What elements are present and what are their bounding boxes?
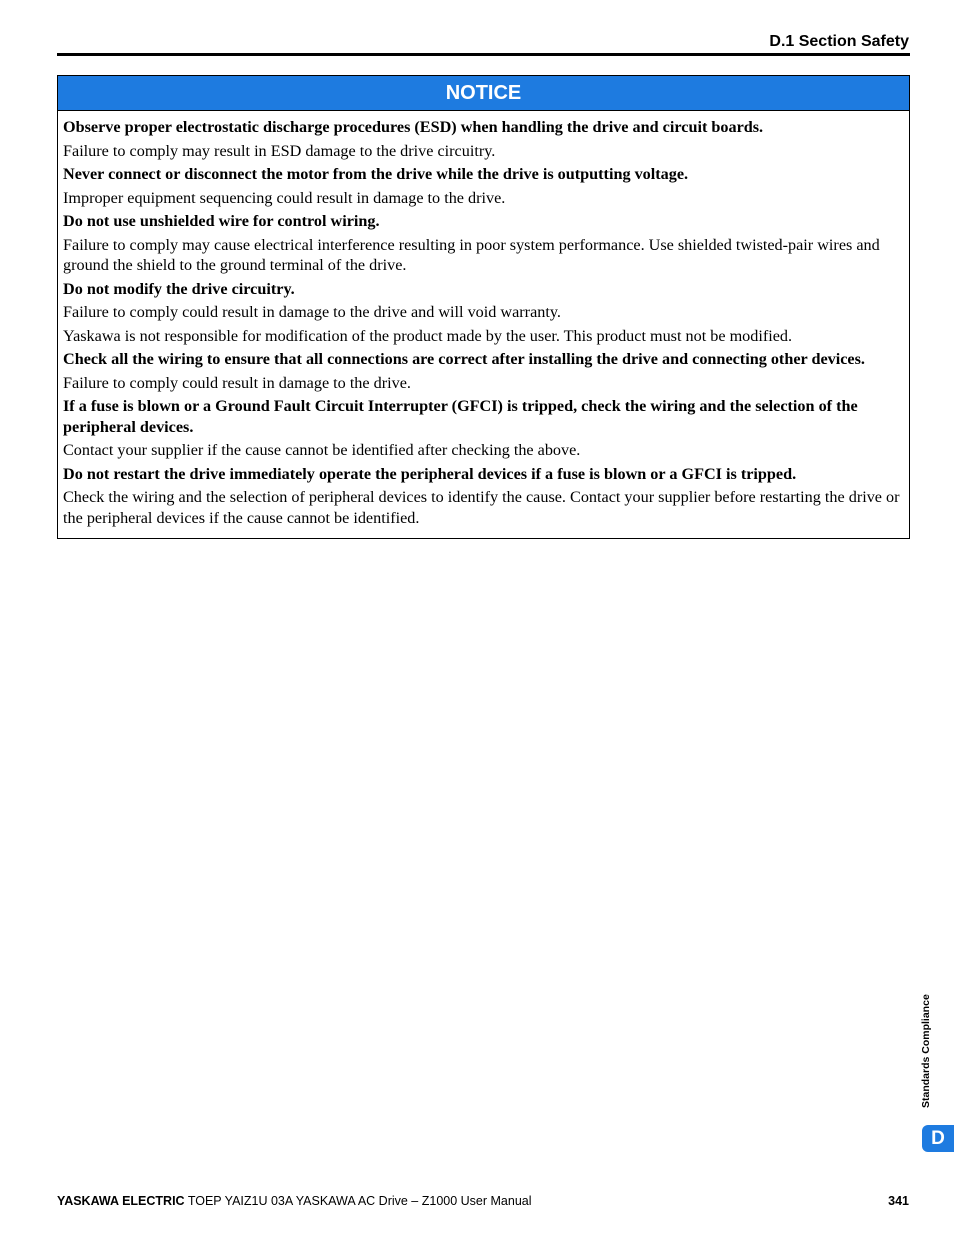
notice-body [58,111,909,528]
notice-item-heading: Do not modify the drive circuitry. [63,279,295,298]
notice-item-detail: Failure to comply may result in ESD damage to the drive circuitry. [63,141,496,160]
notice-item-detail: Contact your supplier if the cause cannot be identified after checking the above. [63,441,581,459]
side-tab-label: Standards Compliance [920,994,932,1108]
notice-item-heading: Do not use unshielded wire for control wiring. [63,212,380,230]
notice-item-heading: Never connect or disconnect the motor from the drive while the drive is outputting voltage. [63,165,689,183]
header-rule [57,53,910,56]
notice-item-heading: Check all the wiring to ensure that all connections are correct after installing the drive and connecting other devices. [63,350,865,368]
notice-item-heading: Observe proper electrostatic discharge procedures (ESD) when handling the drive and circuit boards. [63,118,764,136]
notice-item-detail: Failure to comply may cause electrical interference resulting in poor system performance. Use shielded twisted-pair wires and ground the shield to the ground terminal of the drive. [63,235,880,274]
side-tab-letter: D [922,1125,954,1152]
notice-title: NOTICE [58,76,909,111]
notice-item-detail: Failure to comply could result in damage to the drive. [63,373,411,392]
notice-item-detail: Yaskawa is not responsible for modification of the product made by the user. This product must not be modified. [63,326,793,345]
notice-item-detail: Improper equipment sequencing could result in damage to the drive. [63,188,506,207]
page-number: 341 [888,1194,909,1208]
notice-item-heading: Do not restart the drive immediately operate the peripheral devices if a fuse is blown or a GFCI is tripped. [63,464,797,483]
section-title: D.1 Section Safety [769,33,909,50]
notice-box [57,75,910,539]
notice-item-detail: Failure to comply could result in damage to the drive and will void warranty. [63,303,561,321]
footer-doc [57,1194,532,1208]
footer-doc-title: TOEP YAIZ1U 03A YASKAWA AC Drive – Z1000 User Manual [187,1194,532,1208]
notice-item-detail: Check the wiring and the selection of peripheral devices to identify the cause. Contact your supplier before restarting the drive or the peripheral devices if the cause cannot be identified. [63,488,900,527]
notice-item-heading: If a fuse is blown or a Ground Fault Circuit Interrupter (GFCI) is tripped, check the wiring and the selection of the peripheral devices. [63,397,858,436]
footer-brand: YASKAWA ELECTRIC [57,1194,185,1208]
